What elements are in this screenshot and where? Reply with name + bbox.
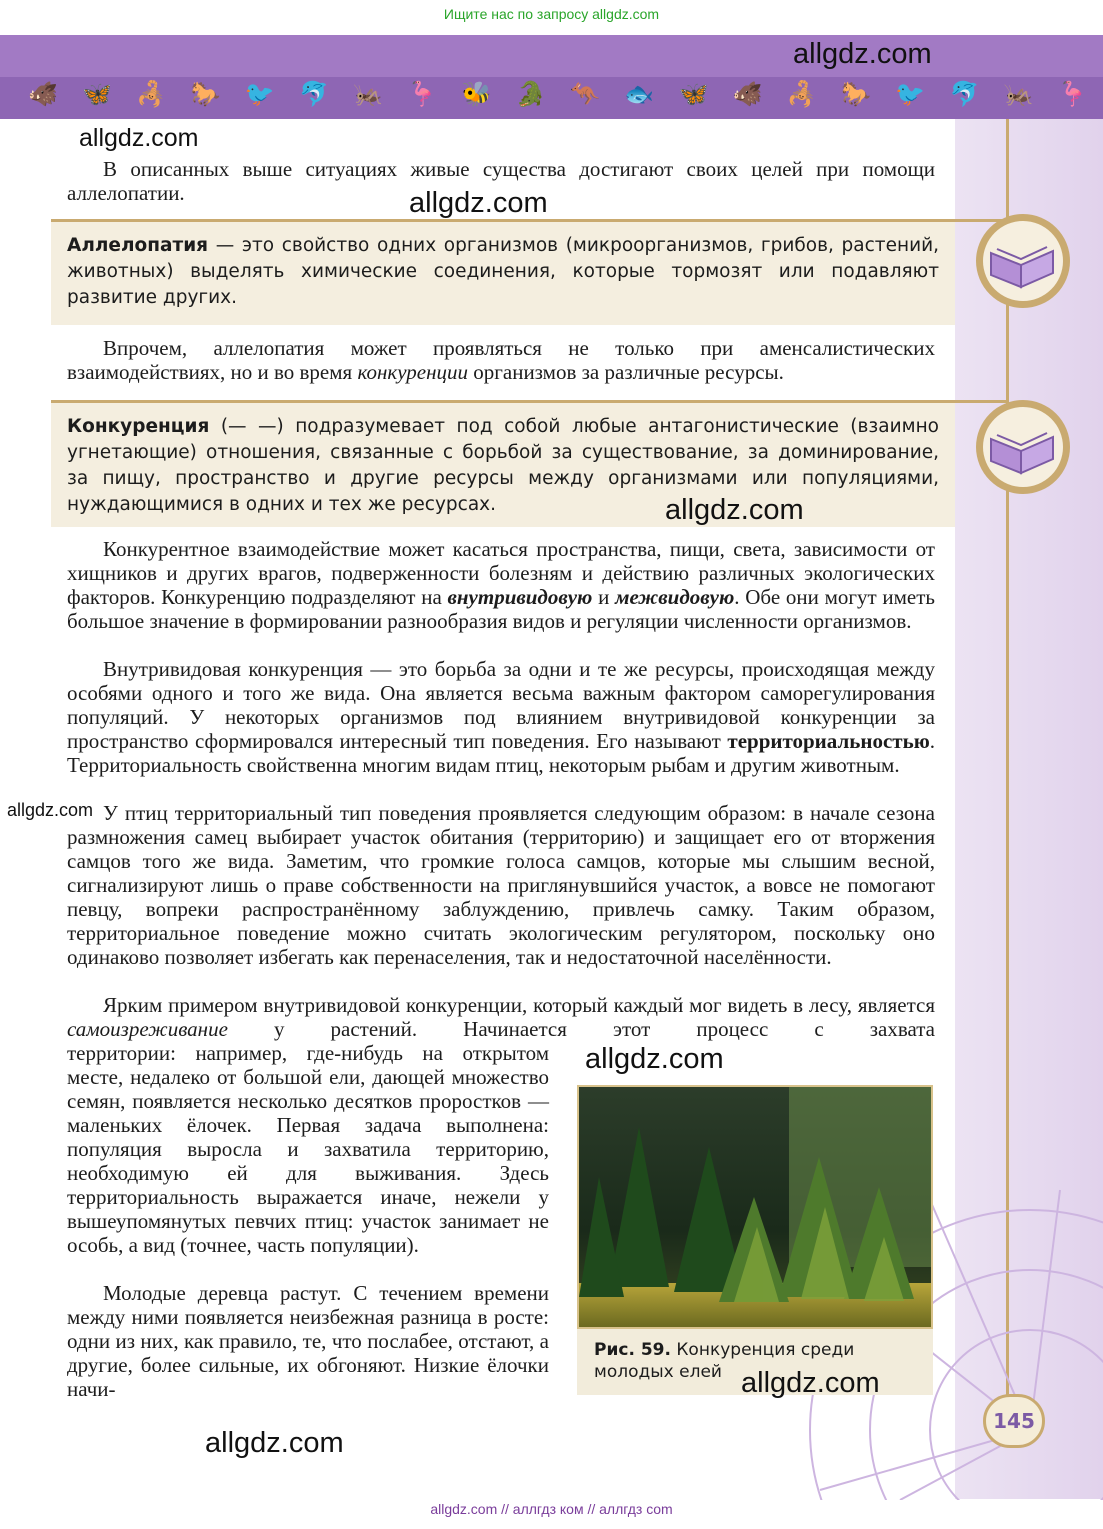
animal-silhouette-icon: 🐬 [299,80,329,108]
animal-silhouette-icon: 🐎 [841,80,871,108]
animal-silhouette-icon: 🐦 [244,80,275,108]
definition-box-allelopathy [51,219,955,325]
watermark: allgdz.com [741,1367,880,1399]
animal-silhouette-icon: 🐬 [949,80,980,108]
watermark: allgdz.com [793,38,932,70]
text-span: организмов за различные ресурсы. [468,360,784,384]
text-span: Ярким примером внутривидовой конкуренции, который каждый мог видеть в лесу, является [103,993,935,1017]
watermark: allgdz.com [585,1043,724,1075]
animal-silhouette-icon: 🦩 [1057,80,1088,108]
definition-box-competition [51,400,955,527]
definition-term: Аллелопатия [67,235,209,256]
page-number: 145 [993,1409,1035,1433]
animal-silhouette-icon: 🦩 [407,80,438,108]
open-book-icon [983,407,1063,487]
book-badge [976,400,1070,494]
paragraph-3 [67,537,935,633]
figure-label: Рис. 59. [594,1340,671,1360]
definition-body: (— —) подразумевает под собой любые антагонистические (взаимно угнетающие) отношения, связанные с борьбой за существование, за доминирование, за пищу, пространство и другие ресурсы между организмами или популяциями, нуждающимися в одних и тех же ресурсах. [67,416,939,515]
text-span: Конкурентное взаимодействие может касаться пространства, пищи, света, зависимости от хищников и других врагов, подверженности болезням и действию различных экологических факторов. Конкуренцию подразделяют на [67,537,935,609]
text-span: . Обе они могут иметь большое значение в формировании разнообразия видов и регуляции численности организмов. [67,585,935,633]
watermark: allgdz.com [205,1427,344,1459]
animal-silhouette-icon: 🐦 [895,80,926,108]
animal-silhouette-icon: 🐊 [515,80,546,108]
open-book-icon [983,221,1063,301]
text-span: у растений. Начинается этот процесс с захвата [227,1017,935,1041]
definition-connector-line [955,400,1007,403]
animal-silhouette-icon: 🦂 [786,80,817,108]
animal-icons-row [28,79,1088,109]
watermark: allgdz.com [665,494,804,526]
paragraph-6 [67,993,935,1041]
animal-silhouette-icon: 🦋 [678,80,709,108]
animal-silhouette-icon: 🦗 [1003,80,1034,108]
italic-term: самоизреживание [67,1017,228,1041]
definition-term: Конкуренция [67,416,210,437]
young-spruces-image [579,1087,931,1327]
text-span: Внутривидовая конкуренция — это борьба за одни и те же ресурсы, происходящая между особями одного и того же вида. Она является весьма важным фактором саморегулирования популяций. У некоторых организмов под влиянием внутривидовой конкуренции за пространство сформировался интересный тип поведения. Его называют [67,657,935,753]
animal-silhouette-icon: 🦘 [570,80,600,108]
animal-silhouette-icon: 🐟 [624,80,655,108]
forest-photo [577,1085,933,1329]
animal-silhouette-icon: 🐝 [461,80,492,108]
intro-paragraph: В описанных выше ситуациях живые существа достигают своих целей при помощи аллелопатии. [67,157,935,205]
definition-body: — это свойство одних организмов (микроорганизмов, грибов, растений, животных) выделять химические соединения, которые тормозят или подавляют развитие других. [67,235,939,308]
animal-silhouette-icon: 🦗 [353,80,384,108]
top-note: Ищите нас по запросу allgdz.com [443,6,660,22]
animal-silhouette-icon: 🐗 [732,80,763,108]
bold-italic-term: внутривидовую [447,585,593,609]
italic-term: конкуренции [357,360,469,384]
bold-term: территориальностью [727,729,930,753]
animal-silhouette-icon: 🐎 [190,80,221,108]
book-badge [976,214,1070,308]
text-span: . Территориальность свойственна многим видам птиц, некоторым рыбам и другим животным. [67,729,935,777]
animal-silhouette-icon: 🦂 [136,80,167,108]
animal-silhouette-icon: 🦋 [82,80,113,108]
paragraph-4 [67,657,935,777]
paragraph-6-continued: территории: например, где-нибудь на открытом месте, недалеко от большой ели, дающей множество семян, появляется несколько десятков проростков — маленьких ёлочек. Первая задача выполнена: популяция выросла и захватила территорию, необходимую ей для выживания. Здесь территориальность выражается иначе, нежели у вышеупомянутых певчих птиц: участок занимает не особь, а вид (точнее, часть популяции). [67,1041,549,1257]
watermark: allgdz.com [409,187,548,219]
paragraph-5: У птиц территориальный тип поведения проявляется следующим образом: в начале сезона размножения самец выбирает участок обитания (территорию) и защищает его от вторжения самцов того же вида. Заметим, что громкие голоса самцов, которые мы слышим весной, сигнализируют лишь о праве собственности на приглянувшийся участок, а вовсе не помогают певцу, вопреки распространённому заблуждению, привлечь самку. Таким образом, территориальное поведение можно считать экологическим регулятором, поскольку оно одинаково позволяет избегать как перенаселения, так и недостаточной населённости. [67,801,935,969]
watermark: allgdz.com [79,124,199,152]
text-span: и [592,585,616,609]
definition-text [67,414,939,518]
figure-caption-text: Конкуренция среди молодых елей [594,1340,855,1382]
footer-note: allgdz.com // аллгдз ком // аллгдз com [430,1501,673,1517]
definition-text [67,233,939,311]
animal-silhouette-icon: 🐗 [28,80,58,108]
text-span: Впрочем, аллелопатия может проявляться не только при аменсалистических взаимодействиях, но и во время [67,336,935,384]
bold-italic-term: межвидовую [615,585,735,609]
paragraph-7: Молодые деревца растут. С течением времени между ними появляется неизбежная разница в росте: одни из них, как правило, те, что послабее, отстают, а другие, более сильные, их обгоняют. Низкие ёлочки начи- [67,1281,549,1401]
paragraph-2 [67,336,935,384]
page-number-badge [983,1394,1045,1448]
watermark: allgdz.com [7,800,94,820]
